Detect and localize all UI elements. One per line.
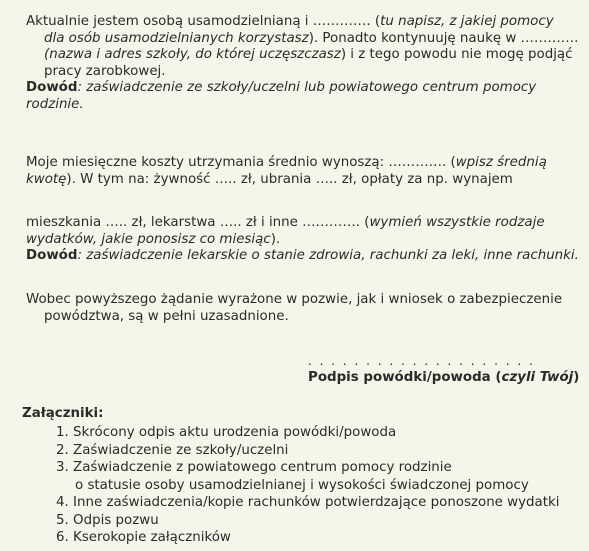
text-line: powództwa, są w pełni uzasadnione. [44, 308, 289, 324]
signature-block [308, 354, 580, 387]
list-item-continuation: o statusie osoby usamodzielnianej i wysokości świadczonej pomocy [75, 477, 529, 493]
paragraph-education [26, 14, 579, 114]
text-line: (nazwa i adres szkoły, do której uczęszczasz) i z tego powodu nie mogę podjąć [44, 47, 573, 63]
list-item: 3. Zaświadczenie z powiatowego centrum pomocy rodzinie [56, 460, 452, 475]
text-line: kwotę). W tym na: żywność ….. zł, ubrania ….. zł, opłaty za np. wynajem [26, 171, 513, 187]
attachments-title: Załączniki: [22, 406, 104, 421]
text-line: Wobec powyższego żądanie wyrażone w pozwie, jak i wniosek o zabezpieczenie [26, 292, 563, 307]
text-line: Aktualnie jestem osobą usamodzielnianą i …………. (tu napisz, z jakiej pomocy [26, 14, 554, 29]
text-line: dla osób usamodzielnianych korzystasz). Ponadto kontynuuję naukę w …………. [44, 30, 579, 46]
text-line: wydatków, jakie ponosisz co miesiąc). [26, 231, 281, 247]
text-line: mieszkania ….. zł, lekarstwa ….. zł i inne …………. (wymień wszystkie rodzaje [26, 215, 545, 230]
list-item: 6. Kserokopie załączników [56, 530, 231, 545]
evidence-label: Dowód [26, 80, 78, 96]
evidence-line: Dowód: zaświadczenie lekarskie o stanie zdrowia, rachunki za leki, inne rachunki. [26, 248, 579, 264]
text-line: rodzinie. [26, 96, 84, 112]
paragraph-costs [26, 155, 574, 188]
signature-label: Podpis powódki/powoda (czyli Twój) [308, 370, 580, 385]
evidence-line: Dowód: zaświadczenie ze szkoły/uczelni lub powiatowego centrum pomocy [26, 80, 537, 96]
paragraph-expenses [26, 215, 579, 265]
text-line: pracy zarobkowej. [44, 63, 166, 79]
paragraph-conclusion [26, 292, 574, 325]
list-item: 5. Odpis pozwu [56, 512, 159, 528]
signature-line: . . . . . . . . . . . . . . . . . . . . [308, 354, 535, 368]
list-item: 4. Inne zaświadczenia/kopie rachunków potwierdzające ponoszone wydatki [56, 495, 560, 510]
list-item: 2. Zaświadczenie ze szkoły/uczelni [56, 442, 289, 458]
list-item: 1. Skrócony odpis aktu urodzenia powódki/powoda [56, 425, 397, 440]
evidence-label: Dowód [26, 248, 78, 264]
attachments-list [56, 424, 560, 547]
text-line: Moje miesięczne koszty utrzymania średnio wynoszą: …………. (wpisz średnią [26, 155, 547, 170]
